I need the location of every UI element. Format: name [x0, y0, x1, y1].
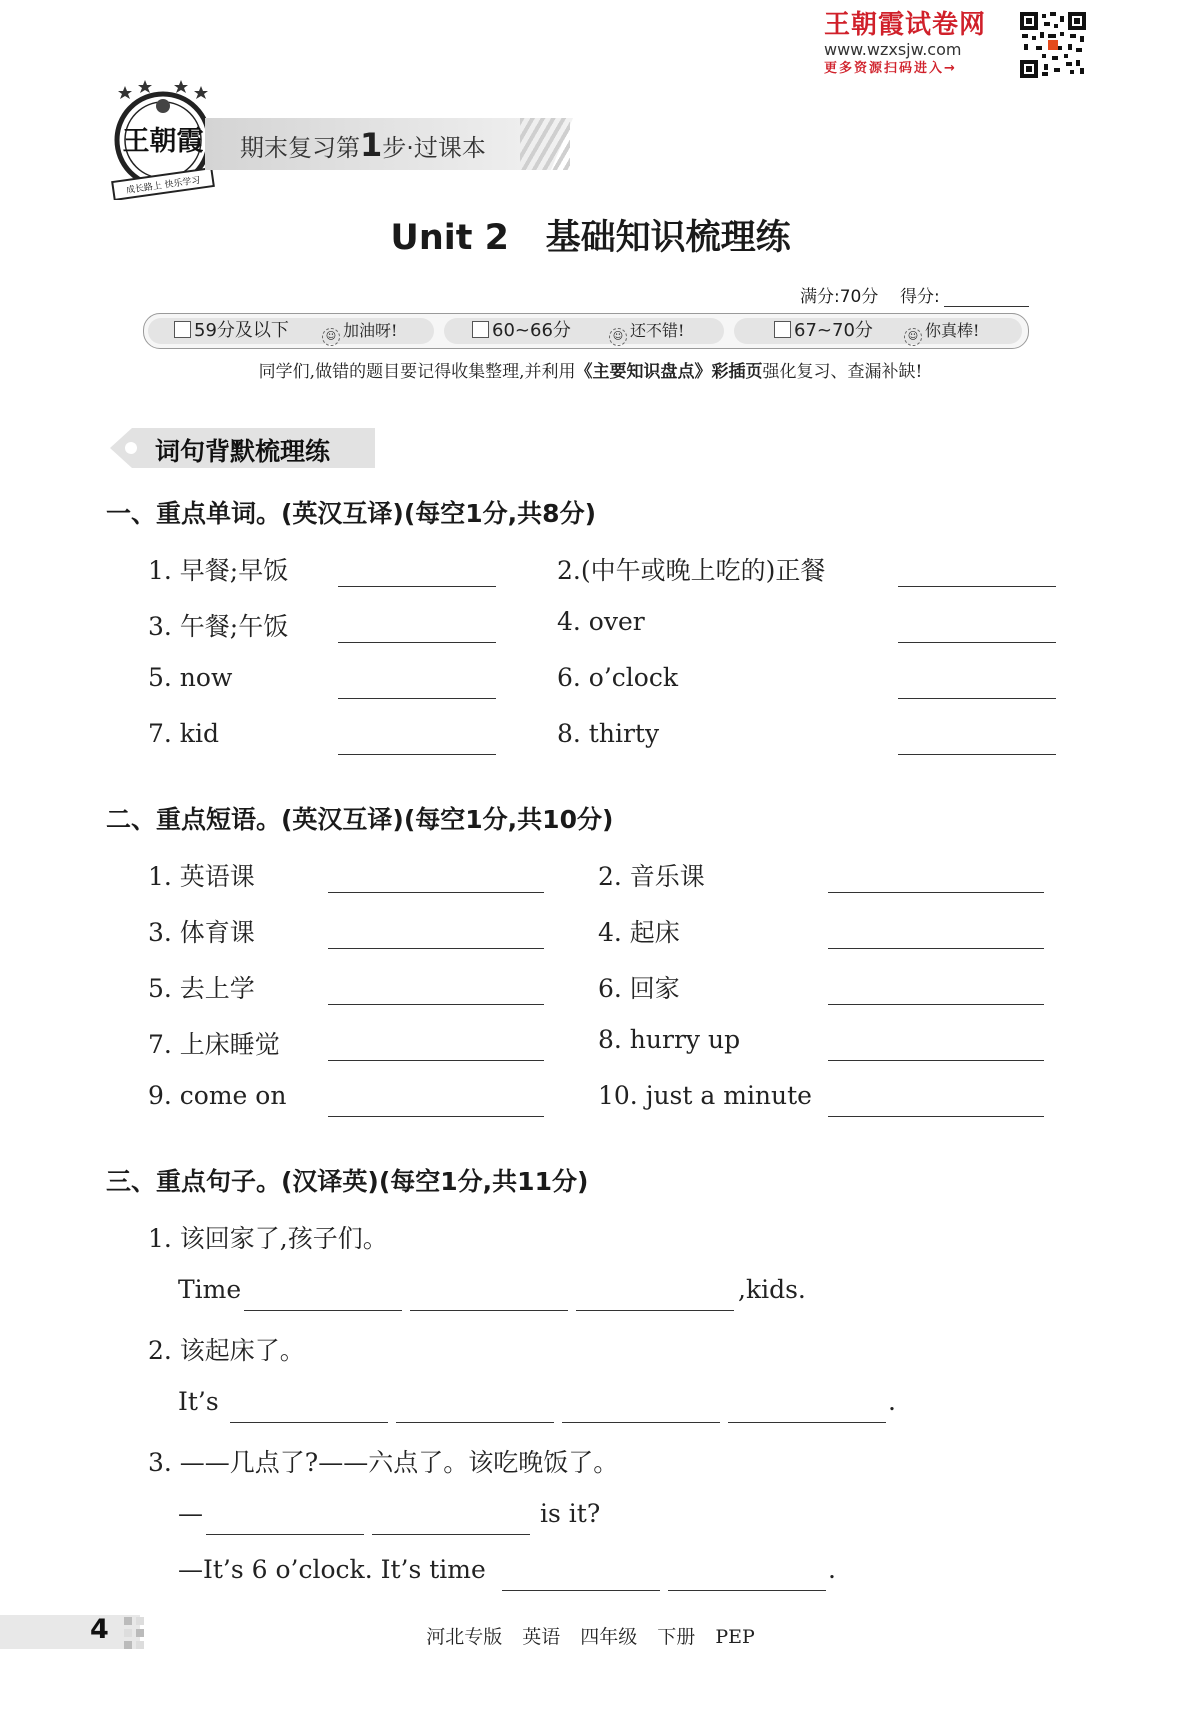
answer-blank[interactable] [338, 642, 496, 643]
answer-blank[interactable] [230, 1422, 388, 1423]
qr-code-icon[interactable] [1020, 12, 1086, 78]
grade-range: 67~70分 [794, 320, 873, 341]
q1-heading: 一、重点单词。(英汉互译)(每空1分,共8分) [106, 499, 596, 528]
q3-sentence-3b-start: —It’s 6 o’clock. It’s time [178, 1555, 486, 1584]
answer-blank[interactable] [668, 1590, 826, 1591]
grade-bar [143, 313, 1029, 349]
banner-suffix: 步·过课本 [382, 134, 486, 162]
header-banner-text [240, 126, 486, 164]
smiley-icon: ☺ [609, 328, 627, 346]
answer-blank[interactable] [338, 586, 496, 587]
answer-blank[interactable] [828, 948, 1044, 949]
q3-sentence-3-cn: 3. ——几点了?——六点了。该吃晚饭了。 [148, 1448, 619, 1477]
q3-sentence-1-start: Time [178, 1275, 242, 1304]
q3-sentence-2-cn: 2. 该起床了。 [148, 1336, 305, 1365]
q3-sentence-3a-start: — [178, 1499, 203, 1528]
q2-item-10: 10. just a minute [598, 1081, 812, 1110]
grade-comment-1: ☺ 加油呀! [322, 318, 397, 344]
answer-blank[interactable] [396, 1422, 554, 1423]
answer-blank[interactable] [562, 1422, 720, 1423]
q1-item-6: 6. o’clock [557, 663, 678, 692]
checkbox-icon[interactable] [774, 321, 791, 338]
brand-title: 王朝霞试卷网 [823, 10, 986, 40]
section-tag-label: 词句背默梳理练 [155, 437, 331, 466]
seal-name-text: 王朝霞 [122, 126, 204, 157]
q3-sentence-1-end: ,kids. [738, 1275, 806, 1304]
page-title: Unit 2 基础知识梳理练 [390, 218, 791, 258]
banner-prefix: 期末复习第 [240, 134, 360, 162]
q1-item-2: 2.(中午或晚上吃的)正餐 [557, 556, 826, 585]
answer-blank[interactable] [898, 698, 1056, 699]
banner-step-number: 1 [360, 126, 383, 164]
page-number: 4 [90, 1614, 109, 1645]
answer-blank[interactable] [828, 1060, 1044, 1061]
banner-stripes [520, 118, 570, 170]
answer-blank[interactable] [328, 1004, 544, 1005]
q2-item-6: 6. 回家 [598, 974, 680, 1003]
q2-item-5: 5. 去上学 [148, 974, 255, 1003]
q3-sentence-3b-end: . [828, 1555, 836, 1584]
answer-blank[interactable] [328, 948, 544, 949]
q3-sentence-2-start: It’s [178, 1387, 219, 1416]
checkbox-icon[interactable] [174, 321, 191, 338]
answer-blank[interactable] [244, 1310, 402, 1311]
answer-blank[interactable] [828, 1004, 1044, 1005]
bullet-dot-icon [125, 442, 137, 454]
checkbox-icon[interactable] [472, 321, 489, 338]
smiley-icon: ☺ [322, 328, 340, 346]
brand-url[interactable]: www.wzxsjw.com [823, 40, 962, 59]
q2-item-9: 9. come on [148, 1081, 287, 1110]
footer-edition-text: 河北专版 英语 四年级 下册 PEP [426, 1626, 755, 1648]
q1-item-4: 4. over [557, 607, 645, 636]
answer-blank[interactable] [328, 1060, 544, 1061]
score-blank[interactable] [944, 288, 1029, 307]
q2-item-3: 3. 体育课 [148, 918, 255, 947]
q1-item-1: 1. 早餐;早饭 [148, 556, 289, 585]
grade-option-3[interactable] [774, 318, 873, 344]
answer-blank[interactable] [338, 698, 496, 699]
seal-motto-text: 成长路上 快乐学习 [125, 175, 202, 197]
answer-blank[interactable] [206, 1534, 364, 1535]
q2-item-2: 2. 音乐课 [598, 862, 705, 891]
grade-option-1[interactable] [174, 318, 289, 344]
q1-item-8: 8. thirty [557, 719, 660, 748]
answer-blank[interactable] [410, 1310, 568, 1311]
q2-item-8: 8. hurry up [598, 1025, 741, 1054]
answer-blank[interactable] [898, 642, 1056, 643]
grade-range: 60~66分 [492, 320, 571, 341]
q1-item-3: 3. 午餐;午饭 [148, 612, 289, 641]
note-book-name: 《主要知识盘点》彩插页 [575, 362, 763, 382]
answer-blank[interactable] [828, 1116, 1044, 1117]
q3-heading: 三、重点句子。(汉译英)(每空1分,共11分) [106, 1167, 589, 1196]
score-get-label: 得分: [899, 287, 940, 307]
q2-heading: 二、重点短语。(英汉互译)(每空1分,共10分) [106, 805, 614, 834]
q2-item-4: 4. 起床 [598, 918, 680, 947]
grade-comment-2: ☺ 还不错! [609, 318, 684, 344]
brand-block [824, 10, 986, 78]
score-line [800, 282, 1029, 307]
grade-range: 59分及以下 [194, 320, 289, 341]
answer-blank[interactable] [576, 1310, 734, 1311]
answer-blank[interactable] [338, 754, 496, 755]
q1-item-7: 7. kid [148, 719, 219, 748]
study-note: 同学们,做错的题目要记得收集整理,并利用《主要知识盘点》彩插页强化复习、查漏补缺! [258, 362, 923, 382]
answer-blank[interactable] [502, 1590, 660, 1591]
answer-blank[interactable] [898, 586, 1056, 587]
answer-blank[interactable] [328, 1116, 544, 1117]
answer-blank[interactable] [898, 754, 1056, 755]
q2-item-7: 7. 上床睡觉 [148, 1030, 280, 1059]
answer-blank[interactable] [372, 1534, 530, 1535]
full-score-label: 满分:70分 [800, 287, 879, 307]
q3-sentence-2-end: . [888, 1387, 896, 1416]
q3-sentence-1-cn: 1. 该回家了,孩子们。 [148, 1224, 388, 1253]
answer-blank[interactable] [728, 1422, 886, 1423]
smiley-icon: ☺ [904, 328, 922, 346]
brand-scan-hint: 更多资源扫码进入→ [823, 61, 957, 76]
answer-blank[interactable] [328, 892, 544, 893]
q3-sentence-3a-end: is it? [540, 1499, 601, 1528]
grade-option-2[interactable] [472, 318, 571, 344]
q2-item-1: 1. 英语课 [148, 862, 255, 891]
q1-item-5: 5. now [148, 663, 233, 692]
grade-comment-3: ☺ 你真棒! [904, 318, 979, 344]
answer-blank[interactable] [828, 892, 1044, 893]
